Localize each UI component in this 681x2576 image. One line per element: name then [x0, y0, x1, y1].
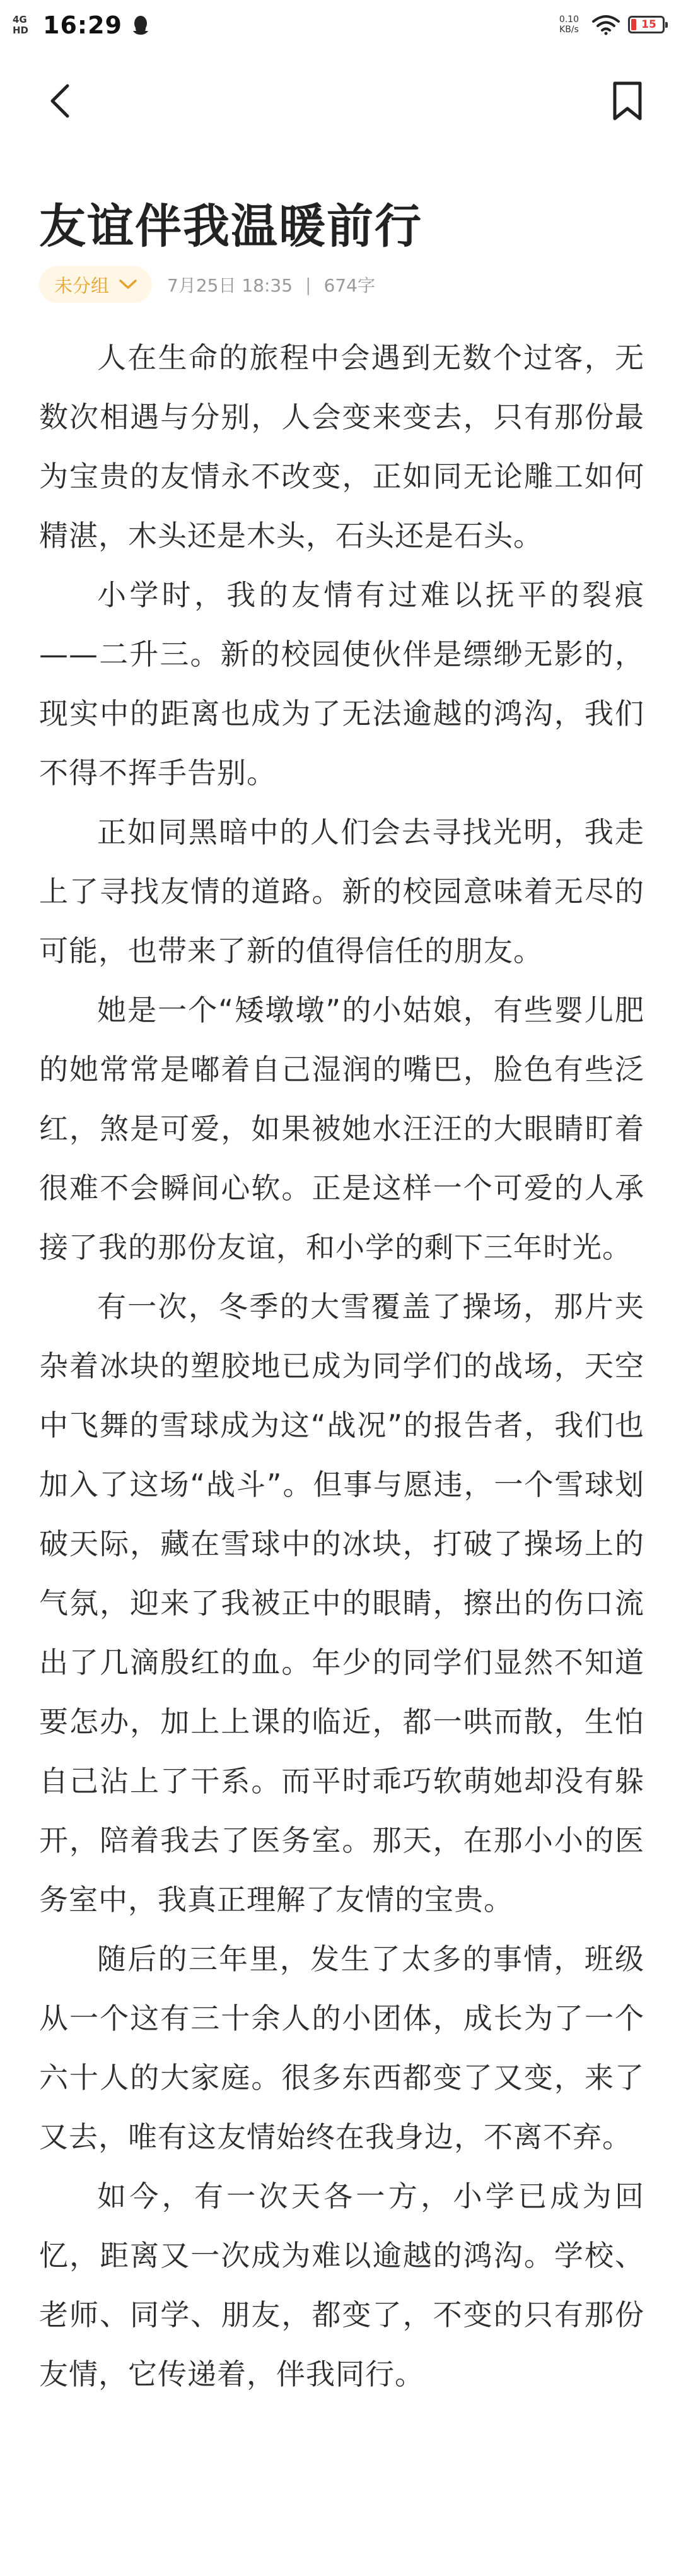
- word-count: 674字: [323, 275, 375, 296]
- paragraph: 人在生命的旅程中会遇到无数个过客，无数次相遇与分别，人会变来变去，只有那份最为宝贵的友情永不改变，正如同无论雕工如何精湛，木头还是木头，石头还是石头。: [39, 341, 644, 553]
- status-bar-left: [13, 11, 150, 39]
- bookmark-icon: [611, 81, 644, 121]
- paragraph: 她是一个“矮墩墩”的小姑娘，有些婴儿肥的她常常是嘟着自己湿润的嘴巴，脸色有些泛红，煞是可爱，如果被她水汪汪的大眼睛盯着很难不会瞬间心软。正是这样一个可爱的人承接了我的那份友谊，和小学的剩下三年时光。: [39, 993, 644, 1264]
- status-bar: [0, 0, 681, 54]
- speed-unit: KB/s: [559, 25, 579, 35]
- meta-separator: |: [305, 274, 311, 295]
- nav-bar: [0, 63, 681, 139]
- wifi-icon: [591, 14, 620, 35]
- speed-value: 0.10: [559, 15, 579, 25]
- network-speed: [559, 15, 579, 35]
- paragraph: 小学时，我的友情有过难以抚平的裂痕——二升三。新的校园使伙伴是缥缈无影的，现实中的距离也成为了无法逾越的鸿沟，我们不得不挥手告别。: [39, 578, 644, 790]
- article-meta: [39, 266, 375, 303]
- status-bar-right: [559, 14, 665, 35]
- group-label: 未分组: [54, 274, 110, 297]
- article-body: [39, 328, 644, 2404]
- bookmark-button[interactable]: [605, 79, 649, 123]
- paragraph: 有一次，冬季的大雪覆盖了操场，那片夹杂着冰块的塑胶地已成为同学们的战场，天空中飞舞的雪球成为这“战况”的报告者，我们也加入了这场“战斗”。但事与愿违，一个雪球划破天际，藏在雪球中的冰块，打破了操场上的气氛，迎来了我被正中的眼睛，擦出的伤口流出了几滴殷红的血。年少的同学们显然不知道要怎办，加上上课的临近，都一哄而散，生怕自己沾上了干系。而平时乖巧软萌她却没有躲开，陪着我去了医务室。那天，在那小小的医务室中，我真正理解了友情的宝贵。: [39, 1290, 644, 1917]
- network-hd: HD: [13, 25, 29, 36]
- chevron-down-icon: [118, 278, 138, 291]
- network-indicator: [13, 15, 39, 36]
- article-title: 友谊伴我温暖前行: [39, 199, 422, 254]
- article-date: 7月25日 18:35: [167, 275, 293, 296]
- paragraph: 随后的三年里，发生了太多的事情，班级从一个这有三十余人的小团体，成长为了一个六十人的大家庭。很多东西都变了又变，来了又去，唯有这友情始终在我身边，不离不弃。: [39, 1942, 644, 2154]
- battery-icon: [628, 16, 665, 33]
- group-selector[interactable]: [39, 266, 152, 303]
- back-button[interactable]: [38, 79, 82, 123]
- chevron-left-icon: [47, 82, 73, 120]
- paragraph: 如今，有一次天各一方，小学已成为回忆，距离又一次成为难以逾越的鸿沟。学校、老师、同学、朋友，都变了，不变的只有那份友情，它传递着，伴我同行。: [39, 2179, 644, 2391]
- paragraph: 正如同黑暗中的人们会去寻找光明，我走上了寻找友情的道路。新的校园意味着无尽的可能，也带来了新的值得信任的朋友。: [39, 815, 644, 968]
- status-time: 16:29: [43, 11, 122, 39]
- network-type: 4G: [13, 14, 27, 25]
- battery-level: 15: [641, 18, 656, 31]
- qq-penguin-icon: [131, 15, 150, 36]
